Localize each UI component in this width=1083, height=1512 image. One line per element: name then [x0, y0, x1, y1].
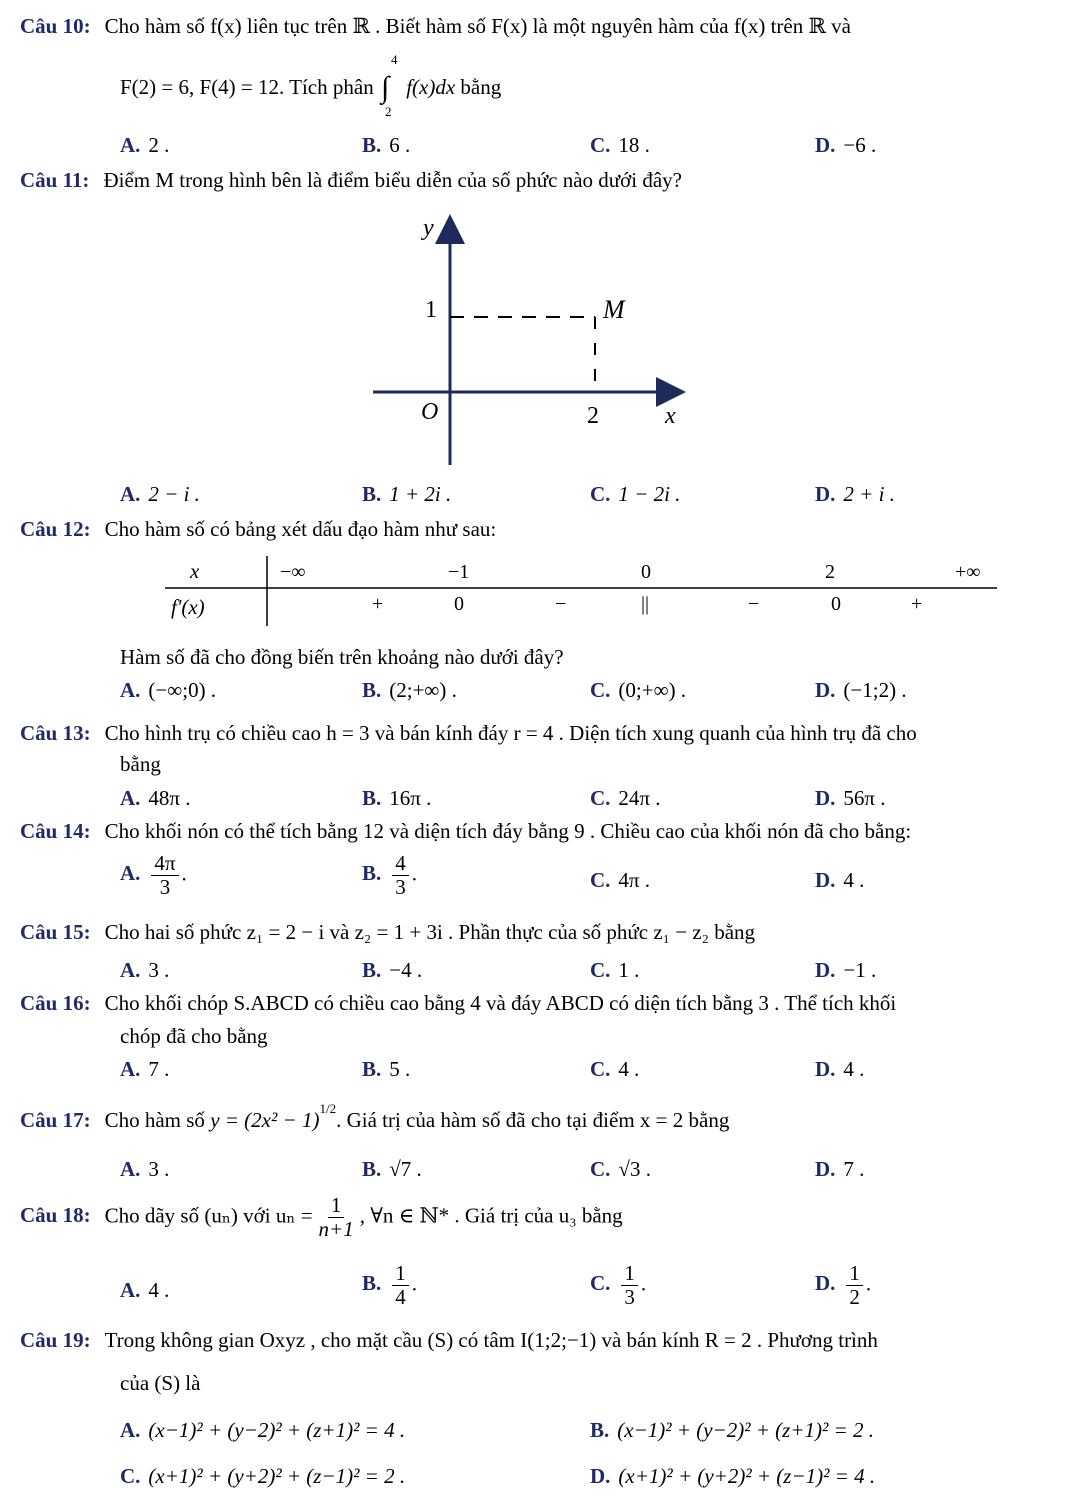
q12-option-a[interactable]: A. (−∞;0) . — [120, 678, 217, 702]
integral-sign: ∫ 4 2 — [380, 52, 398, 119]
q15-option-a[interactable]: A. 3 . — [120, 958, 170, 982]
q14-option-d[interactable]: D. 4 . — [815, 868, 865, 892]
q18-option-a[interactable]: A. 4 . — [120, 1278, 170, 1302]
q15-option-c[interactable]: C. 1 . — [590, 958, 640, 982]
q10-option-d[interactable]: D. −6 . — [815, 133, 877, 157]
sign-5: 0 — [831, 593, 841, 615]
q18-option-b[interactable]: B. $\frac{1}{4}$ . — [362, 1261, 418, 1310]
tick-2: 2 — [587, 403, 599, 429]
q17-stem: Câu 17: Cho hàm số $y = (2x^2 - 1)^{1/2}$. Giá trị của hàm số đã cho tại điểm x = 2 bằng — [20, 1101, 730, 1132]
q11-label: Câu 11: — [20, 168, 90, 192]
q17-option-a[interactable]: A. 3 . — [120, 1157, 170, 1181]
q15-option-d[interactable]: D. −1 . — [815, 958, 877, 982]
q18-label: Câu 18: — [20, 1203, 91, 1228]
q12-option-c[interactable]: C. (0;+∞) . — [590, 678, 687, 702]
q19-option-b[interactable]: B. (x−1)² + (y−2)² + (z+1)² = 2 . — [590, 1418, 874, 1442]
sign-4: − — [748, 593, 760, 615]
table-x-label: x — [190, 559, 200, 583]
q10-option-c[interactable]: C. 18 . — [590, 133, 650, 157]
q17-exponent: 1/2 — [319, 1101, 337, 1116]
q11-stem: Câu 11: Điểm M trong hình bên là điểm biểu diễn của số phức nào dưới đây? — [20, 168, 683, 192]
q16-label: Câu 16: — [20, 991, 91, 1015]
y-label: y — [423, 215, 434, 241]
sign-table — [165, 552, 1000, 628]
q11-option-a[interactable]: A. 2 − i . — [120, 482, 200, 506]
q14-option-b[interactable]: B. $\frac{4}{3}$ . — [362, 851, 418, 900]
q14-option-a[interactable]: A. $\frac{4\pi}{3}$ . — [120, 851, 187, 900]
q18-option-c[interactable]: C. $\frac{1}{3}$ . — [590, 1261, 647, 1310]
table-fprime-label: f'(x) — [171, 595, 205, 619]
q12-stem: Câu 12: Cho hàm số có bảng xét dấu đạo hàm như sau: — [20, 517, 497, 541]
q10-option-b[interactable]: B. 6 . — [362, 133, 411, 157]
q12-option-d[interactable]: D. (−1;2) . — [815, 678, 907, 702]
sign-0: + — [372, 593, 384, 615]
q13-option-d[interactable]: D. 56π . — [815, 786, 886, 810]
q13-stem-2: bằng — [120, 752, 161, 776]
q12-label: Câu 12: — [20, 517, 91, 541]
q16-option-d[interactable]: D. 4 . — [815, 1057, 865, 1081]
origin-label: O — [421, 399, 439, 425]
q19-stem-2: của (S) là — [120, 1371, 201, 1395]
q16-option-a[interactable]: A. 7 . — [120, 1057, 170, 1081]
q16-option-b[interactable]: B. 5 . — [362, 1057, 411, 1081]
q13-option-a[interactable]: A. 48π . — [120, 786, 191, 810]
q19-stem: Câu 19: Trong không gian Oxyz , cho mặt cầu (S) có tâm I(1;2;−1) và bán kính R = 2 . Phương trình — [20, 1328, 878, 1352]
q13-option-c[interactable]: C. 24π . — [590, 786, 661, 810]
x-val-0: −∞ — [280, 561, 306, 583]
q10-stem-2: F(2) = 6, F(4) = 12. Tích phân ∫ 4 2 f(x)dx bằng — [120, 52, 502, 119]
q14-label: Câu 14: — [20, 819, 91, 843]
q14-option-c[interactable]: C. 4π . — [590, 868, 651, 892]
q12-option-b[interactable]: B. (2;+∞) . — [362, 678, 457, 702]
q19-label: Câu 19: — [20, 1328, 91, 1352]
q18-stem: Câu 18: Cho dãy số (uₙ) với uₙ = $\frac{1}{n+1}$ , ∀n ∈ ℕ* . Giá trị của u₃ bằng — [20, 1193, 623, 1242]
q15-option-b[interactable]: B. −4 . — [362, 958, 423, 982]
q10-stem: Câu 10: Cho hàm số f(x) liên tục trên ℝ . Biết hàm số F(x) là một nguyên hàm của f(x) trên ℝ và — [20, 14, 851, 38]
q11-option-b[interactable]: B. 1 + 2i . — [362, 482, 452, 506]
q11-option-c[interactable]: C. 1 − 2i . — [590, 482, 681, 506]
q16-option-c[interactable]: C. 4 . — [590, 1057, 640, 1081]
q19-option-a[interactable]: A. (x−1)² + (y−2)² + (z+1)² = 4 . — [120, 1418, 406, 1442]
sign-3: || — [641, 593, 650, 615]
q16-stem-2: chóp đã cho bằng — [120, 1024, 268, 1048]
tick-1: 1 — [425, 297, 437, 323]
x-val-4: +∞ — [955, 561, 981, 583]
complex-plane-figure — [365, 205, 695, 470]
q15-stem: Câu 15: Cho hai số phức z₁ = 2 − i và z₂ = 1 + 3i . Phần thực của số phức z₁ − z₂ bằng — [20, 920, 756, 944]
q17-label: Câu 17: — [20, 1108, 91, 1132]
q17-option-d[interactable]: D. 7 . — [815, 1157, 865, 1181]
q15-label: Câu 15: — [20, 920, 91, 944]
q19-option-d[interactable]: D. (x+1)² + (y+2)² + (z−1)² = 4 . — [590, 1464, 876, 1488]
q17-option-c[interactable]: C. √3 . — [590, 1157, 651, 1181]
x-val-3: 2 — [825, 561, 835, 583]
q10-option-a[interactable]: A. 2 . — [120, 133, 170, 157]
q13-option-b[interactable]: B. 16π . — [362, 786, 432, 810]
q14-stem: Câu 14: Cho khối nón có thể tích bằng 12 và diện tích đáy bằng 9 . Chiều cao của khối nón đã cho bằng: — [20, 819, 912, 843]
q13-label: Câu 13: — [20, 721, 91, 745]
q17-option-b[interactable]: B. √7 . — [362, 1157, 422, 1181]
q17-formula: y = (2x² − 1) — [210, 1108, 320, 1132]
q16-stem: Câu 16: Cho khối chóp S.ABCD có chiều cao bằng 4 và đáy ABCD có diện tích bằng 3 . Thể tích khối — [20, 991, 897, 1015]
q13-stem: Câu 13: Cho hình trụ có chiều cao h = 3 và bán kính đáy r = 4 . Diện tích xung quanh của hình trụ đã cho — [20, 721, 917, 745]
point-m: M — [603, 295, 625, 324]
sign-2: − — [555, 593, 567, 615]
q11-option-d[interactable]: D. 2 + i . — [815, 482, 895, 506]
q18-option-d[interactable]: D. $\frac{1}{2}$ . — [815, 1261, 872, 1310]
sign-1: 0 — [454, 593, 464, 615]
x-val-2: 0 — [641, 561, 651, 583]
x-label: x — [665, 403, 676, 429]
q12-question: Hàm số đã cho đồng biến trên khoảng nào dưới đây? — [120, 645, 564, 669]
q19-option-c[interactable]: C. (x+1)² + (y+2)² + (z−1)² = 2 . — [120, 1464, 406, 1488]
sign-6: + — [911, 593, 923, 615]
x-val-1: −1 — [448, 561, 470, 583]
q10-label: Câu 10: — [20, 14, 91, 38]
